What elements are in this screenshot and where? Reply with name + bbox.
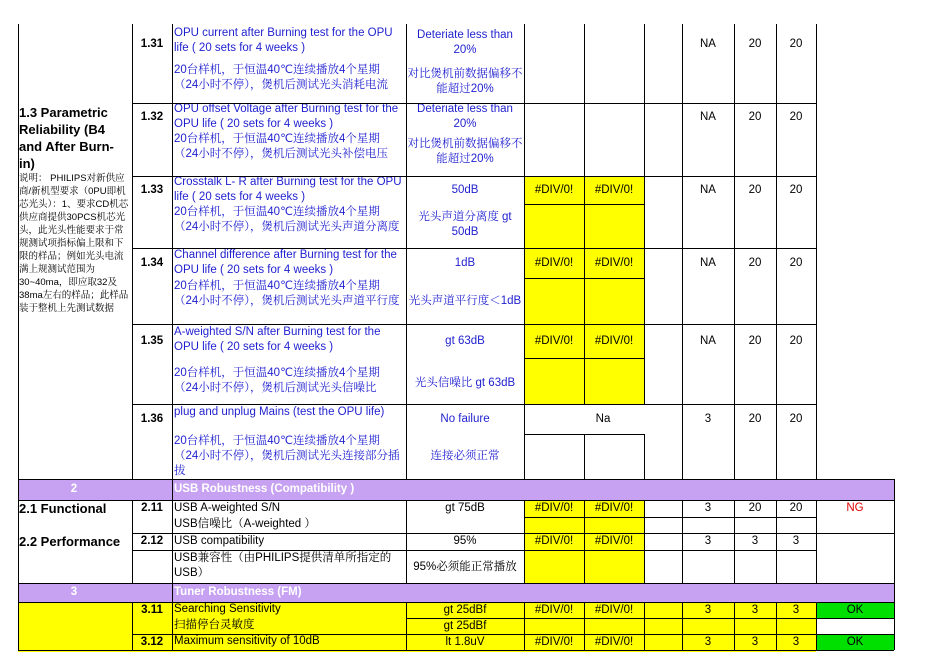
item-name-cn: 20台样机，于恒温40℃连续播放4个星期（24小时不停），煲机后测试光头声道平行度 bbox=[174, 280, 400, 307]
na-cell: NA bbox=[700, 183, 716, 196]
qty-cell: 20 bbox=[789, 183, 803, 196]
qty-cell: 3 bbox=[751, 535, 759, 547]
grid-line bbox=[18, 479, 894, 480]
grid-line bbox=[18, 583, 894, 584]
grid-line bbox=[734, 500, 735, 583]
section-3-white-gap bbox=[816, 618, 894, 634]
qty-cell: 20 bbox=[748, 37, 762, 50]
item-number: 1.32 bbox=[140, 110, 164, 123]
qty-cell: 3 bbox=[792, 603, 800, 616]
spec-en: 50dB bbox=[451, 183, 479, 196]
qty-cell: 3 bbox=[751, 603, 759, 616]
grid-line bbox=[132, 634, 894, 635]
section-1-3-title: 1.3 Parametric Reliability (B4 and After Burn-in) bbox=[19, 105, 114, 171]
grid-line bbox=[524, 204, 644, 205]
grid-line bbox=[524, 602, 525, 650]
qty-cell: 20 bbox=[789, 37, 803, 50]
result-cell: #DIV/0! bbox=[534, 256, 574, 269]
grid-line bbox=[524, 517, 816, 518]
grid-line bbox=[894, 479, 895, 650]
result-cell: #DIV/0! bbox=[534, 535, 574, 547]
grid-line bbox=[132, 404, 816, 405]
grid-line bbox=[132, 324, 816, 325]
qty-cell: 3 bbox=[792, 635, 800, 648]
grid-line bbox=[816, 500, 817, 583]
grid-line bbox=[172, 24, 173, 650]
item-name-en: USB A-weighted S/N bbox=[174, 502, 281, 514]
item-name-en: A-weighted S/N after Burning test for the OPU life ( 20 sets for 4 weeks ) bbox=[174, 326, 381, 353]
grid-line bbox=[406, 618, 894, 619]
qty-cell: 20 bbox=[748, 183, 762, 196]
grid-line bbox=[776, 500, 777, 583]
item-name-cn: 20台样机，于恒温40℃连续播放4个星期（24小时不停），煲机后测试光头声道分离度 bbox=[174, 206, 400, 233]
spec-en: 1dB bbox=[454, 256, 476, 269]
result-cell: #DIV/0! bbox=[534, 183, 574, 196]
spec-cell: gt 75dB bbox=[445, 502, 485, 514]
item-number: 2.12 bbox=[140, 535, 164, 547]
verdict-ng: NG bbox=[846, 502, 864, 514]
section-number: 3 bbox=[70, 586, 78, 598]
qty-cell: 20 bbox=[748, 502, 762, 514]
item-number: 3.12 bbox=[140, 635, 164, 648]
grid-line bbox=[644, 434, 645, 479]
grid-line bbox=[776, 24, 777, 479]
na-cell: 3 bbox=[704, 603, 712, 616]
result-cell: #DIV/0! bbox=[534, 635, 574, 648]
item-name-cn: USB信噪比（A-weighted ） bbox=[174, 518, 316, 530]
result-cell: #DIV/0! bbox=[594, 603, 634, 616]
grid-line bbox=[132, 248, 816, 249]
grid-line bbox=[644, 602, 645, 650]
item-number: 1.31 bbox=[140, 37, 164, 50]
spec-cell: gt 25dBf bbox=[443, 619, 487, 632]
item-name-cn: 20台样机，于恒温40℃连续播放4个星期（24小时不停），煲机后测试光头补偿电压 bbox=[174, 133, 389, 160]
qty-cell: 20 bbox=[789, 334, 803, 347]
verdict-ok: OK bbox=[816, 634, 894, 650]
grid-line bbox=[524, 500, 525, 583]
result-cell: #DIV/0! bbox=[594, 635, 634, 648]
na-cell: NA bbox=[700, 334, 716, 347]
section-1-3-label bbox=[18, 104, 130, 364]
qty-cell: 20 bbox=[748, 110, 762, 123]
item-name-cn: 扫描停台灵敏度 bbox=[174, 619, 255, 631]
item-name-en: Searching Sensitivity bbox=[174, 603, 281, 615]
grid-line bbox=[406, 602, 407, 650]
item-name-cn: 20台样机，于恒温40℃连续播放4个星期（24小时不停），煲机后测试光头连接部分插拔 bbox=[174, 435, 400, 477]
item-name-en: Maximum sensitivity of 10dB bbox=[174, 635, 320, 647]
grid-line bbox=[734, 24, 735, 479]
item-name-en: OPU current after Burning test for the OPU life ( 20 sets for 4 weeks ) bbox=[174, 27, 393, 54]
qty-cell: 20 bbox=[789, 502, 803, 514]
grid-line bbox=[584, 434, 585, 479]
result-cell: #DIV/0! bbox=[594, 502, 634, 514]
item-number: 2.11 bbox=[141, 502, 163, 514]
qty-cell: 20 bbox=[748, 412, 762, 425]
grid-line bbox=[524, 24, 525, 479]
result-merged: Na bbox=[595, 412, 611, 425]
item-number: 1.33 bbox=[140, 183, 164, 196]
item-name-en: Crosstalk L- R after Burning test for the OPU life ( 20 sets for 4 weeks ) bbox=[174, 176, 402, 203]
qty-cell: 20 bbox=[789, 412, 803, 425]
result-cell: #DIV/0! bbox=[594, 183, 634, 196]
grid-line bbox=[734, 602, 735, 650]
section-1-3-note: 说明： PHILIPS对新供应商/新机型要求（0PU即机芯光头）：1、要求CD机芯供应商提供30PCS机芯光头，此光头性能要求于常规测试项指标偏上限和下限的样品；例如光头电流满上规测试范围为30~40ma，即应取32及38ma左右的样品；此样品装于整机上先测试数据 bbox=[19, 173, 129, 314]
qty-cell: 20 bbox=[748, 256, 762, 269]
spec-cn: 95%必须能正常播放 bbox=[413, 560, 517, 573]
grid-line bbox=[132, 500, 133, 583]
grid-line bbox=[584, 500, 585, 583]
spec-cell: gt 25dBf bbox=[443, 603, 487, 616]
spec-cell: lt 1.8uV bbox=[445, 635, 485, 648]
grid-line bbox=[682, 24, 683, 479]
grid-line bbox=[776, 602, 777, 650]
spec-cn: 光头信噪比 gt 63dB bbox=[414, 376, 516, 389]
grid-line bbox=[524, 434, 644, 435]
result-cell: #DIV/0! bbox=[534, 603, 574, 616]
grid-line bbox=[132, 24, 133, 479]
grid-line bbox=[132, 602, 133, 650]
item-name-cn: 20台样机，于恒温40℃连续播放4个星期（24小时不停），煲机后测试光头信噪比 bbox=[174, 367, 380, 394]
grid-line bbox=[816, 24, 817, 479]
na-cell: NA bbox=[700, 256, 716, 269]
label-2-2: 2.2 Performance bbox=[19, 534, 121, 549]
grid-line bbox=[584, 24, 585, 404]
section-title: Tuner Robustness (FM) bbox=[174, 586, 302, 598]
spec-en: Deteriate less than 20% bbox=[417, 29, 513, 56]
na-cell: 3 bbox=[704, 535, 712, 547]
item-name-en: plug and unplug Mains (test the OPU life) bbox=[174, 406, 385, 418]
grid-line bbox=[584, 602, 585, 650]
grid-line bbox=[816, 602, 817, 650]
grid-line bbox=[132, 533, 894, 534]
spec-cn: 光头声道平行度＜1dB bbox=[408, 294, 522, 307]
grid-line bbox=[18, 602, 894, 603]
item-name-cn: 20台样机，于恒温40℃连续播放4个星期（24小时不停），煲机后测试光头消耗电流 bbox=[174, 64, 389, 91]
spec-cn: 对比煲机前数据偏移不能超过20% bbox=[407, 138, 523, 165]
spec-cn: 对比煲机前数据偏移不能超过20% bbox=[407, 68, 523, 95]
item-number: 1.36 bbox=[140, 412, 164, 425]
item-number: 1.35 bbox=[140, 334, 164, 347]
section-number: 2 bbox=[70, 483, 78, 495]
grid-line bbox=[644, 500, 645, 583]
result-cell: #DIV/0! bbox=[594, 334, 634, 347]
grid-line bbox=[524, 278, 644, 279]
na-cell: 3 bbox=[704, 502, 712, 514]
na-cell: NA bbox=[700, 37, 716, 50]
spec-en: Deteriate less than 20% bbox=[417, 103, 513, 130]
result-cell: #DIV/0! bbox=[594, 535, 634, 547]
grid-line bbox=[18, 500, 894, 501]
item-name-en: USB compatibility bbox=[174, 535, 265, 547]
item-number: 3.11 bbox=[141, 603, 163, 616]
na-cell: 3 bbox=[704, 412, 712, 425]
spec-cell: 95% bbox=[453, 535, 477, 547]
grid-line bbox=[406, 500, 407, 583]
result-cell: #DIV/0! bbox=[534, 334, 574, 347]
qty-cell: 20 bbox=[789, 256, 803, 269]
spec-cn: 连接必须正常 bbox=[430, 449, 500, 462]
verdict-ok: OK bbox=[816, 602, 894, 618]
qty-cell: 3 bbox=[792, 535, 800, 547]
result-cell: #DIV/0! bbox=[534, 502, 574, 514]
grid-line bbox=[524, 358, 644, 359]
spec-cn: 光头声道分离度 gt 50dB bbox=[418, 211, 512, 238]
qty-cell: 20 bbox=[748, 334, 762, 347]
qty-cell: 20 bbox=[789, 110, 803, 123]
grid-line bbox=[406, 24, 407, 479]
result-cell: #DIV/0! bbox=[594, 256, 634, 269]
spec-en: gt 63dB bbox=[445, 334, 485, 347]
grid-line bbox=[644, 24, 645, 404]
na-cell: NA bbox=[700, 110, 716, 123]
item-name-cn: USB兼容性（由PHILIPS提供清单所指定的USB） bbox=[174, 552, 392, 579]
grid-line bbox=[132, 176, 816, 177]
na-cell: 3 bbox=[704, 635, 712, 648]
grid-line bbox=[132, 103, 816, 104]
item-number: 1.34 bbox=[140, 256, 164, 269]
grid-line bbox=[682, 602, 683, 650]
section-title: USB Robustness (Compatibility ) bbox=[174, 483, 355, 495]
label-2-1: 2.1 Functional bbox=[19, 501, 107, 516]
grid-line bbox=[18, 650, 894, 651]
item-name-en: Channel difference after Burning test for the OPU life ( 20 sets for 4 weeks ) bbox=[174, 249, 397, 276]
spec-en: No failure bbox=[440, 412, 490, 425]
qty-cell: 3 bbox=[751, 635, 759, 648]
grid-line bbox=[18, 24, 19, 650]
item-name-en: OPU offset Voltage after Burning test for the OPU life ( 20 sets for 4 weeks ) bbox=[174, 103, 399, 130]
grid-line bbox=[682, 500, 683, 583]
grid-line bbox=[132, 550, 816, 551]
